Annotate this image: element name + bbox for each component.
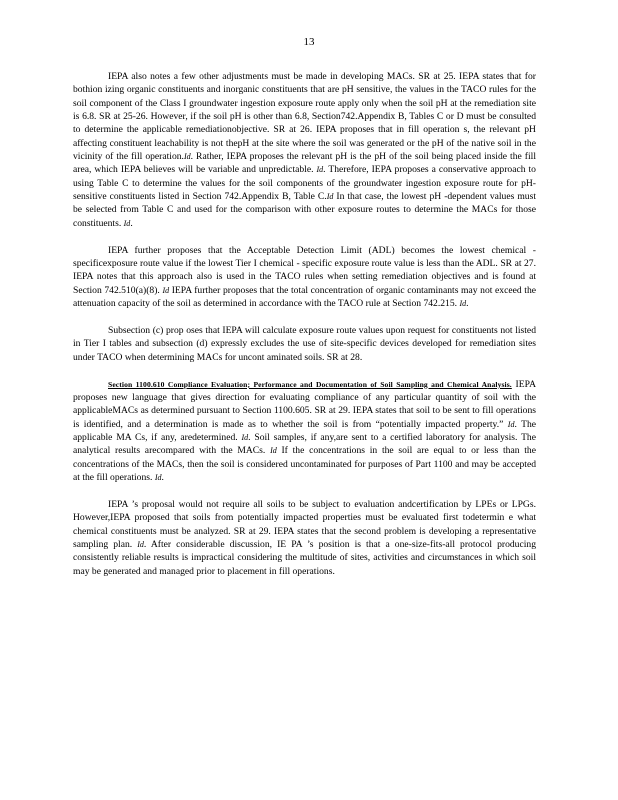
paragraph-text: If the concentrations in the soil are equal to or less than the concentrations of the MACs, then the soil is considered uncontaminated for purposes of Part 1100 and may be accepted at the fill operations. [73, 445, 536, 484]
paragraph-text: . [161, 472, 164, 484]
section-heading: Section 1100.610 Compliance Evaluation; Performance and Documentation of Soil Sampling and Chemical Analysis. [108, 379, 512, 389]
citation-id: Id [241, 433, 249, 443]
paragraph-text: . [466, 298, 469, 310]
paragraph-text: . After considerable discussion, IE PA ’s position is that a one-size-fits-all protocol producing consistently reliable results is impractical considering the multitude of sites, activities and circumstances in which soil may be generated and managed prior to placement in fill operations. [73, 539, 536, 577]
paragraph-text: IEPA proposes new language that gives direction for evaluating compliance of any particular quantity of soil with the applicableMACs as determined pursuant to Section 1100.605. SR at 29. IEPA states that soil to be sent to fill operations is identified, and a determination is made as to whether the soil is from “potentially impacted property.” [73, 378, 536, 430]
paragraph-text: IEPA ’s proposal would not require all soils to be subject to evaluation andcertification by LPEs or LPGs. However,IEPA proposed that soils from potentially impacted properties must be evaluated first todetermin e what chemical constituents must be analyzed. SR at 29. IEPA states that the second problem is developing a representative sampling plan. [73, 499, 536, 551]
paragraph-text: IEPA further proposes that the total concentration of organic contaminants may not exceed the attenuation capacity of the soil as determined in accordance with the TACO rule at Section 742.215. [73, 284, 537, 310]
paragraph-section-1100-610 [73, 378, 536, 485]
citation-id: Id [316, 165, 324, 175]
paragraph-text: In that case, the lowest pH -dependent values must be selected from Table C and used for the comparison with other exposure routes to determine the MACs for those constituents. [73, 191, 536, 229]
citation-id: Id [459, 299, 467, 309]
citation-id: Id [137, 540, 144, 550]
citation-id: Id [123, 218, 131, 228]
document-body [73, 70, 536, 578]
paragraph-text: IEPA further proposes that the Acceptable Detection Limit (ADL) becomes the lowest chemical -specificexposure route value if the lowest Tier I chemical - specific exposure route value is less than the ADL. SR at 27. IEPA notes that this approach also is used in the TACO rules when setting remediation objectives and is found at Section 742.510(a)(8). [73, 244, 536, 296]
paragraph-text: . The applicable MA Cs, if any, aredetermined. [73, 418, 537, 444]
citation-id: Id [507, 419, 515, 429]
paragraph-text: . [130, 217, 133, 229]
paragraph-text: . Rather, IEPA proposes the relevant pH is the pH of the soil being placed inside the fill area, which IEPA believes will be variable and unpredictable. [73, 151, 536, 176]
paragraph-text: . Soil samples, if any,are sent to a certified laboratory for analysis. The analytical results arecompared with the MACs. [73, 432, 536, 457]
paragraph-iepa-proposal [73, 498, 536, 578]
paragraph-subsection [73, 324, 536, 364]
citation-id: Id [154, 473, 162, 483]
page-number: 13 [303, 36, 315, 48]
citation-id: Id [270, 446, 277, 456]
citation-id: Id [326, 192, 334, 202]
citation-id: Id [162, 285, 170, 295]
paragraph-text: IEPA also notes a few other adjustments must be made in developing MACs. SR at 25. IEPA states that for bothion izing organic constituents and inorganic constituents that are pH sensitive, the values in the TACO rules for the soil component of the Class I groundwater ingestion exposure route apply only when the soil pH at the remediation site is 6.8. SR at 25-26. However, if the soil pH is other than 6.8, Section742.Appendix B, Tables C or D must be consulted to determine the applicable remediationobjective. SR at 26. IEPA proposes that in fill operation s, the relevant pH affecting constituent leachability is not thepH at the site where the soil was generated or the pH of the native soil in the vicinity of the fill operation. [73, 71, 536, 163]
paragraph-adl [73, 244, 536, 311]
paragraph-adjustments [73, 70, 536, 230]
paragraph-text: Subsection (c) prop oses that IEPA will calculate exposure route values upon request for constituents not listed in Tier I tables and subsection (d) expressly excludes the use of site-specific devices developed for remediation sites under TACO when determining MACs for uncont aminated soils. SR at 28. [73, 325, 536, 363]
paragraph-text: . Therefore, IEPA proposes a conservative approach to using Table C to determine the values for the soil components of the groundwater ingestion exposure route for pH-sensitive constituents listed in Section 742.Appendix B, Table C. [73, 164, 536, 203]
citation-id: Id [183, 152, 191, 162]
